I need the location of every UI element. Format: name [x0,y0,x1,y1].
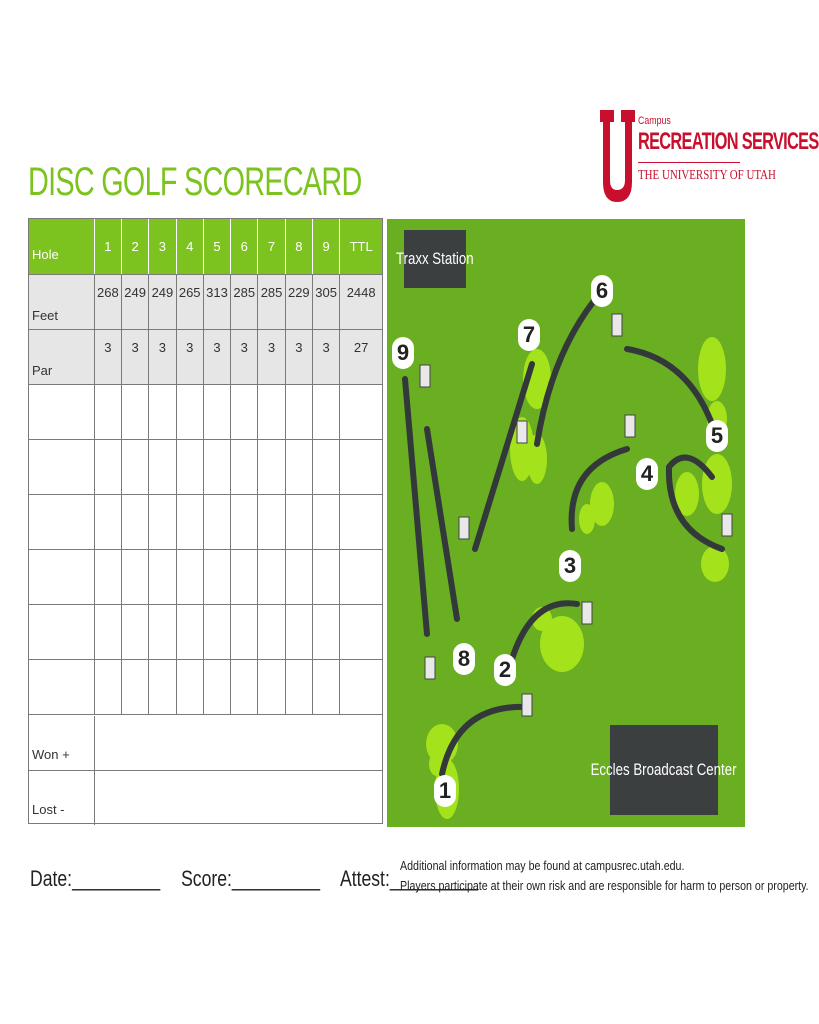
hole-score-cell[interactable] [122,550,149,604]
hole-score-cell[interactable] [149,385,176,439]
hole-score-cell[interactable] [286,385,313,439]
logo-recreation-text: RECREATION SERVICES [638,128,819,155]
hole-score-cell[interactable] [204,495,231,549]
hole-score-cell[interactable] [122,440,149,494]
total-score-cell[interactable] [340,440,382,494]
hole-score-cell[interactable] [122,660,149,714]
hole-score-cell[interactable] [177,660,204,714]
hole-score-cell[interactable] [313,605,340,659]
player-row [29,660,382,715]
hole-score-cell[interactable] [258,385,285,439]
hole-score-cell[interactable] [286,660,313,714]
feet-value: 313 [204,275,231,329]
feet-value: 268 [95,275,122,329]
par-value: 3 [95,330,122,384]
logo-campus-text: Campus [638,115,671,127]
fairways [405,291,722,774]
player-row [29,550,382,605]
par-total: 27 [353,340,369,355]
player-row [29,385,382,440]
date-field[interactable]: Date:_________ [30,866,161,891]
hole-score-cell[interactable] [231,440,258,494]
par-value: 3 [313,330,340,384]
hole-score-cell[interactable] [204,605,231,659]
hole-6-marker: 6 [591,275,613,307]
hole-score-cell[interactable] [149,495,176,549]
hole-score-cell[interactable] [204,385,231,439]
total-score-cell[interactable] [340,660,382,714]
disclaimer [400,856,809,896]
hole-3-marker: 3 [559,550,581,582]
hole-score-cell[interactable] [122,495,149,549]
hole-score-cell[interactable] [286,495,313,549]
hole-score-cell[interactable] [177,605,204,659]
hole-score-cell[interactable] [313,440,340,494]
hole-row [29,219,382,275]
info-line: Additional information may be found at campusrec.utah.edu. [400,858,685,873]
hole-score-cell[interactable] [95,385,122,439]
feet-value: 249 [122,275,149,329]
total-label: TTL [349,239,373,254]
par-value: 3 [286,330,313,384]
hole-number: 9 [313,219,340,274]
hole-score-cell[interactable] [149,660,176,714]
hole-score-cell[interactable] [95,495,122,549]
hole-score-cell[interactable] [313,550,340,604]
hole-5-marker: 5 [706,420,728,452]
par-value: 3 [231,330,258,384]
hole-score-cell[interactable] [313,385,340,439]
hole-score-cell[interactable] [258,550,285,604]
hole-score-cell[interactable] [258,660,285,714]
disclaimer-line: Players participate at their own risk and are responsible for harm to person or property. [400,878,809,893]
hole-score-cell[interactable] [231,660,258,714]
course-map [387,219,745,827]
hole-8-marker: 8 [453,643,475,675]
hole-1-marker: 1 [434,775,456,807]
hole-score-cell[interactable] [177,440,204,494]
hole-number: 3 [149,219,176,274]
feet-value: 229 [286,275,313,329]
hole-score-cell[interactable] [286,440,313,494]
hole-label: Hole [29,219,95,274]
hole-score-cell[interactable] [231,605,258,659]
feet-total: 2448 [346,285,376,300]
hole-score-cell[interactable] [313,495,340,549]
feet-value: 285 [258,275,285,329]
hole-score-cell[interactable] [286,550,313,604]
par-value: 3 [177,330,204,384]
hole-score-cell[interactable] [231,385,258,439]
hole-4-marker: 4 [636,458,658,490]
player-name-cell[interactable] [29,495,95,549]
hole-9-marker: 9 [392,337,414,369]
eccles-broadcast-center-label: Eccles Broadcast Center [610,725,718,815]
hole-score-cell[interactable] [177,385,204,439]
hole-score-cell[interactable] [286,605,313,659]
attest-field[interactable]: Attest:_________ [339,866,478,891]
hole-score-cell[interactable] [231,495,258,549]
lost-label: Lost - [29,771,95,825]
total-score-cell[interactable] [340,550,382,604]
logo-divider [638,162,740,163]
hole-score-cell[interactable] [95,440,122,494]
scorecard-title: DISC GOLF SCORECARD [28,160,362,204]
hole-score-cell[interactable] [258,605,285,659]
recreation-services-logo [600,110,819,210]
hole-score-cell[interactable] [95,660,122,714]
won-score-cell[interactable] [95,716,382,770]
feet-row [29,275,382,330]
total-score-cell[interactable] [340,605,382,659]
logo-university-text: THE UNIVERSITY OF UTAH [638,168,776,183]
player-row [29,605,382,660]
total-score-cell[interactable] [340,385,382,439]
player-name-cell[interactable] [29,660,95,714]
player-row [29,495,382,550]
par-label: Par [29,330,95,384]
feet-value: 249 [149,275,176,329]
par-row [29,330,382,385]
won-label: Won + [29,716,95,770]
total-score-cell[interactable] [340,495,382,549]
hole-score-cell[interactable] [258,440,285,494]
hole-7-marker: 7 [518,319,540,351]
traxx-station-label: Traxx Station [404,230,466,288]
hole-number: 8 [286,219,313,274]
hole-number: 5 [204,219,231,274]
player-name-cell[interactable] [29,385,95,439]
player-name-cell[interactable] [29,550,95,604]
score-field[interactable]: Score:_________ [181,866,321,891]
won-row [29,716,382,771]
par-value: 3 [149,330,176,384]
hole-number: 4 [177,219,204,274]
par-value: 3 [122,330,149,384]
hole-score-cell[interactable] [149,605,176,659]
hole-score-cell[interactable] [149,440,176,494]
hole-score-cell[interactable] [122,605,149,659]
hole-score-cell[interactable] [204,660,231,714]
player-name-cell[interactable] [29,440,95,494]
hole-number: 7 [258,219,285,274]
hole-score-cell[interactable] [95,605,122,659]
hole-number: 2 [122,219,149,274]
feet-value: 265 [177,275,204,329]
hole-score-cell[interactable] [149,550,176,604]
hole-score-cell[interactable] [258,495,285,549]
feet-value: 305 [313,275,340,329]
score-table [28,218,383,824]
hole-score-cell[interactable] [313,660,340,714]
hole-score-cell[interactable] [231,550,258,604]
university-u-logo-icon [600,110,635,205]
feet-label: Feet [29,275,95,329]
par-value: 3 [258,330,285,384]
hole-score-cell[interactable] [177,550,204,604]
hole-score-cell[interactable] [122,385,149,439]
lost-score-cell[interactable] [95,771,382,825]
hole-score-cell[interactable] [177,495,204,549]
hole-score-cell[interactable] [204,550,231,604]
hole-number: 1 [95,219,122,274]
lost-row [29,771,382,825]
hole-number: 6 [231,219,258,274]
player-row [29,440,382,495]
hole-score-cell[interactable] [204,440,231,494]
feet-value: 285 [231,275,258,329]
hole-score-cell[interactable] [95,550,122,604]
player-name-cell[interactable] [29,605,95,659]
par-value: 3 [204,330,231,384]
hole-2-marker: 2 [494,654,516,686]
